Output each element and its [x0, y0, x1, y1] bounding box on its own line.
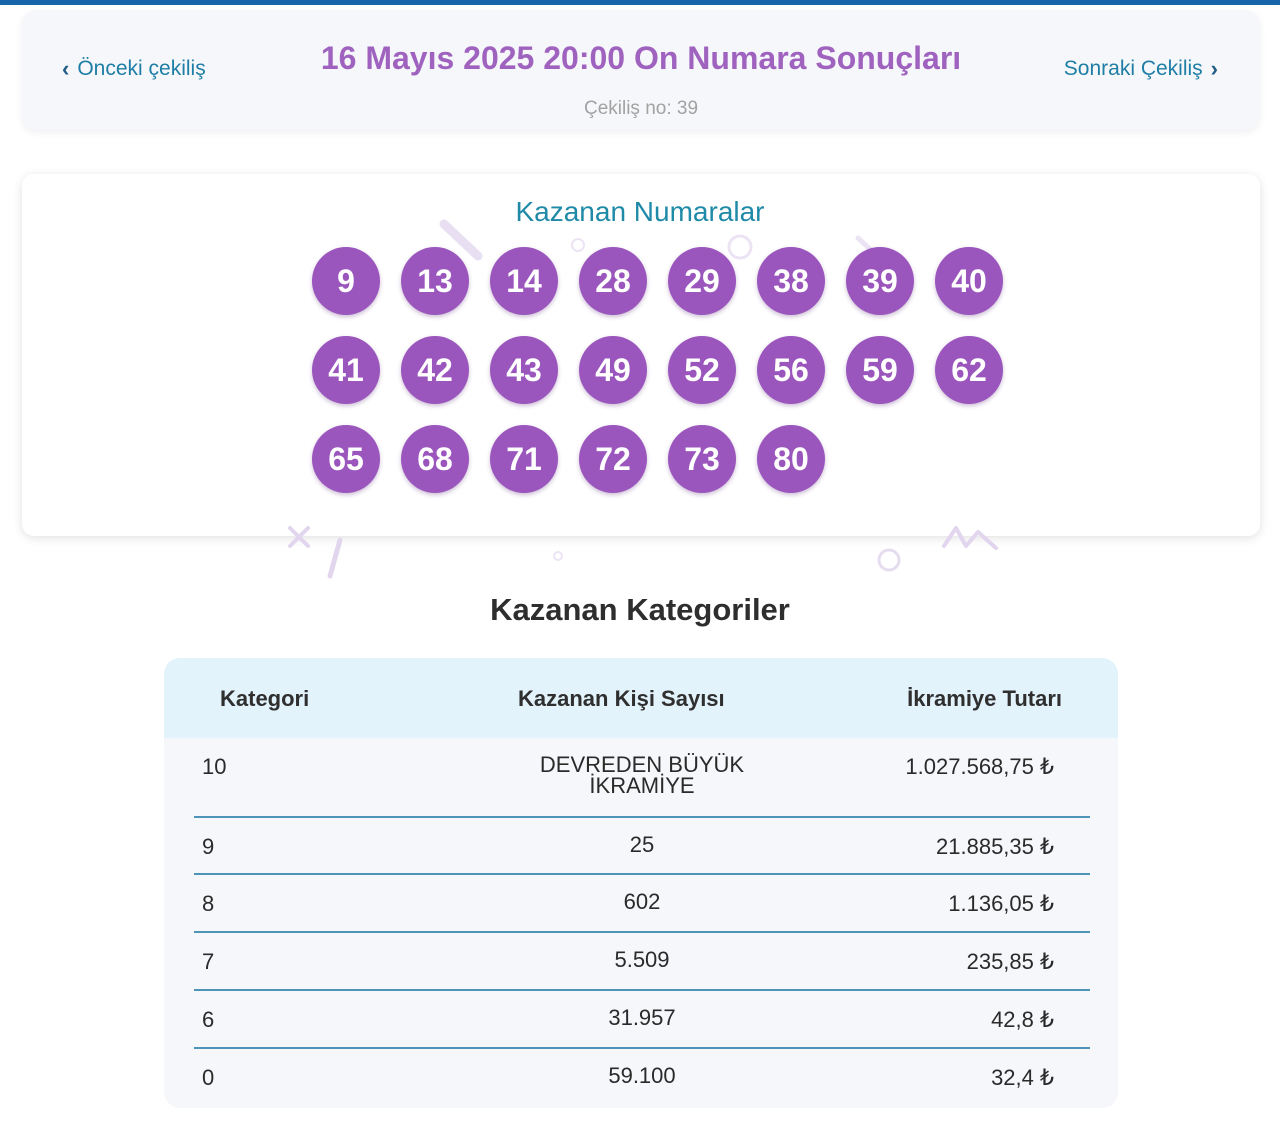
category-cell: 10 — [202, 754, 227, 779]
previous-draw-label: Önceki çekiliş — [77, 57, 206, 80]
number-ball: 73 — [668, 425, 736, 493]
number-ball: 43 — [490, 336, 558, 404]
column-header-winners: Kazanan Kişi Sayısı — [518, 686, 725, 711]
number-ball: 42 — [401, 336, 469, 404]
number-ball: 28 — [579, 247, 647, 315]
number-ball: 13 — [401, 247, 469, 315]
winners-cell: 31.957 — [608, 1005, 676, 1030]
column-header-prize: İkramiye Tutarı — [907, 686, 1062, 711]
category-cell: 9 — [202, 834, 215, 859]
number-ball: 52 — [668, 336, 736, 404]
draw-number: Çekiliş no: 39 — [583, 98, 699, 119]
table-row — [194, 818, 1090, 875]
number-ball: 65 — [312, 425, 380, 493]
winners-cell: 59.100 — [608, 1063, 676, 1088]
prize-cell: 1.027.568,75 ₺ — [905, 754, 1054, 779]
page-title: 16 Mayıs 2025 20:00 On Numara Sonuçları — [320, 40, 962, 76]
number-ball: 14 — [490, 247, 558, 315]
winners-cell: 5.509 — [614, 947, 670, 972]
prize-table — [164, 658, 1118, 1108]
number-ball: 9 — [312, 247, 380, 315]
number-ball: 59 — [846, 336, 914, 404]
table-row — [194, 738, 1090, 818]
number-ball: 71 — [490, 425, 558, 493]
next-draw-label: Sonraki Çekiliş — [1063, 57, 1203, 80]
number-ball: 49 — [579, 336, 647, 404]
table-row — [194, 933, 1090, 991]
winning-numbers-title: Kazanan Numaralar — [515, 196, 765, 227]
number-ball: 40 — [935, 247, 1003, 315]
winners-cell: DEVREDEN BÜYÜK İKRAMİYE — [539, 752, 745, 798]
number-ball: 38 — [757, 247, 825, 315]
winners-cell: 25 — [629, 832, 655, 857]
chevron-left-icon: ‹ — [62, 56, 70, 81]
prize-cell: 21.885,35 ₺ — [936, 834, 1054, 859]
category-cell: 6 — [202, 1007, 215, 1032]
number-ball: 29 — [668, 247, 736, 315]
categories-title: Kazanan Kategoriler — [490, 592, 790, 627]
chevron-right-icon: › — [1210, 56, 1218, 81]
table-header — [164, 658, 1118, 738]
number-ball: 72 — [579, 425, 647, 493]
prize-cell: 235,85 ₺ — [966, 949, 1054, 974]
column-header-category: Kategori — [220, 686, 310, 711]
category-cell: 8 — [202, 891, 215, 916]
prize-cell: 32,4 ₺ — [991, 1065, 1054, 1090]
category-cell: 0 — [202, 1065, 215, 1090]
prize-cell: 42,8 ₺ — [991, 1007, 1054, 1032]
winners-cell: 602 — [623, 889, 661, 914]
number-ball: 39 — [846, 247, 914, 315]
number-ball: 56 — [757, 336, 825, 404]
number-ball: 68 — [401, 425, 469, 493]
number-ball: 41 — [312, 336, 380, 404]
number-ball: 62 — [935, 336, 1003, 404]
prize-cell: 1.136,05 ₺ — [948, 891, 1054, 916]
number-ball: 80 — [757, 425, 825, 493]
category-cell: 7 — [202, 949, 215, 974]
table-row — [194, 875, 1090, 933]
table-row — [194, 1049, 1090, 1108]
table-row — [194, 991, 1090, 1049]
